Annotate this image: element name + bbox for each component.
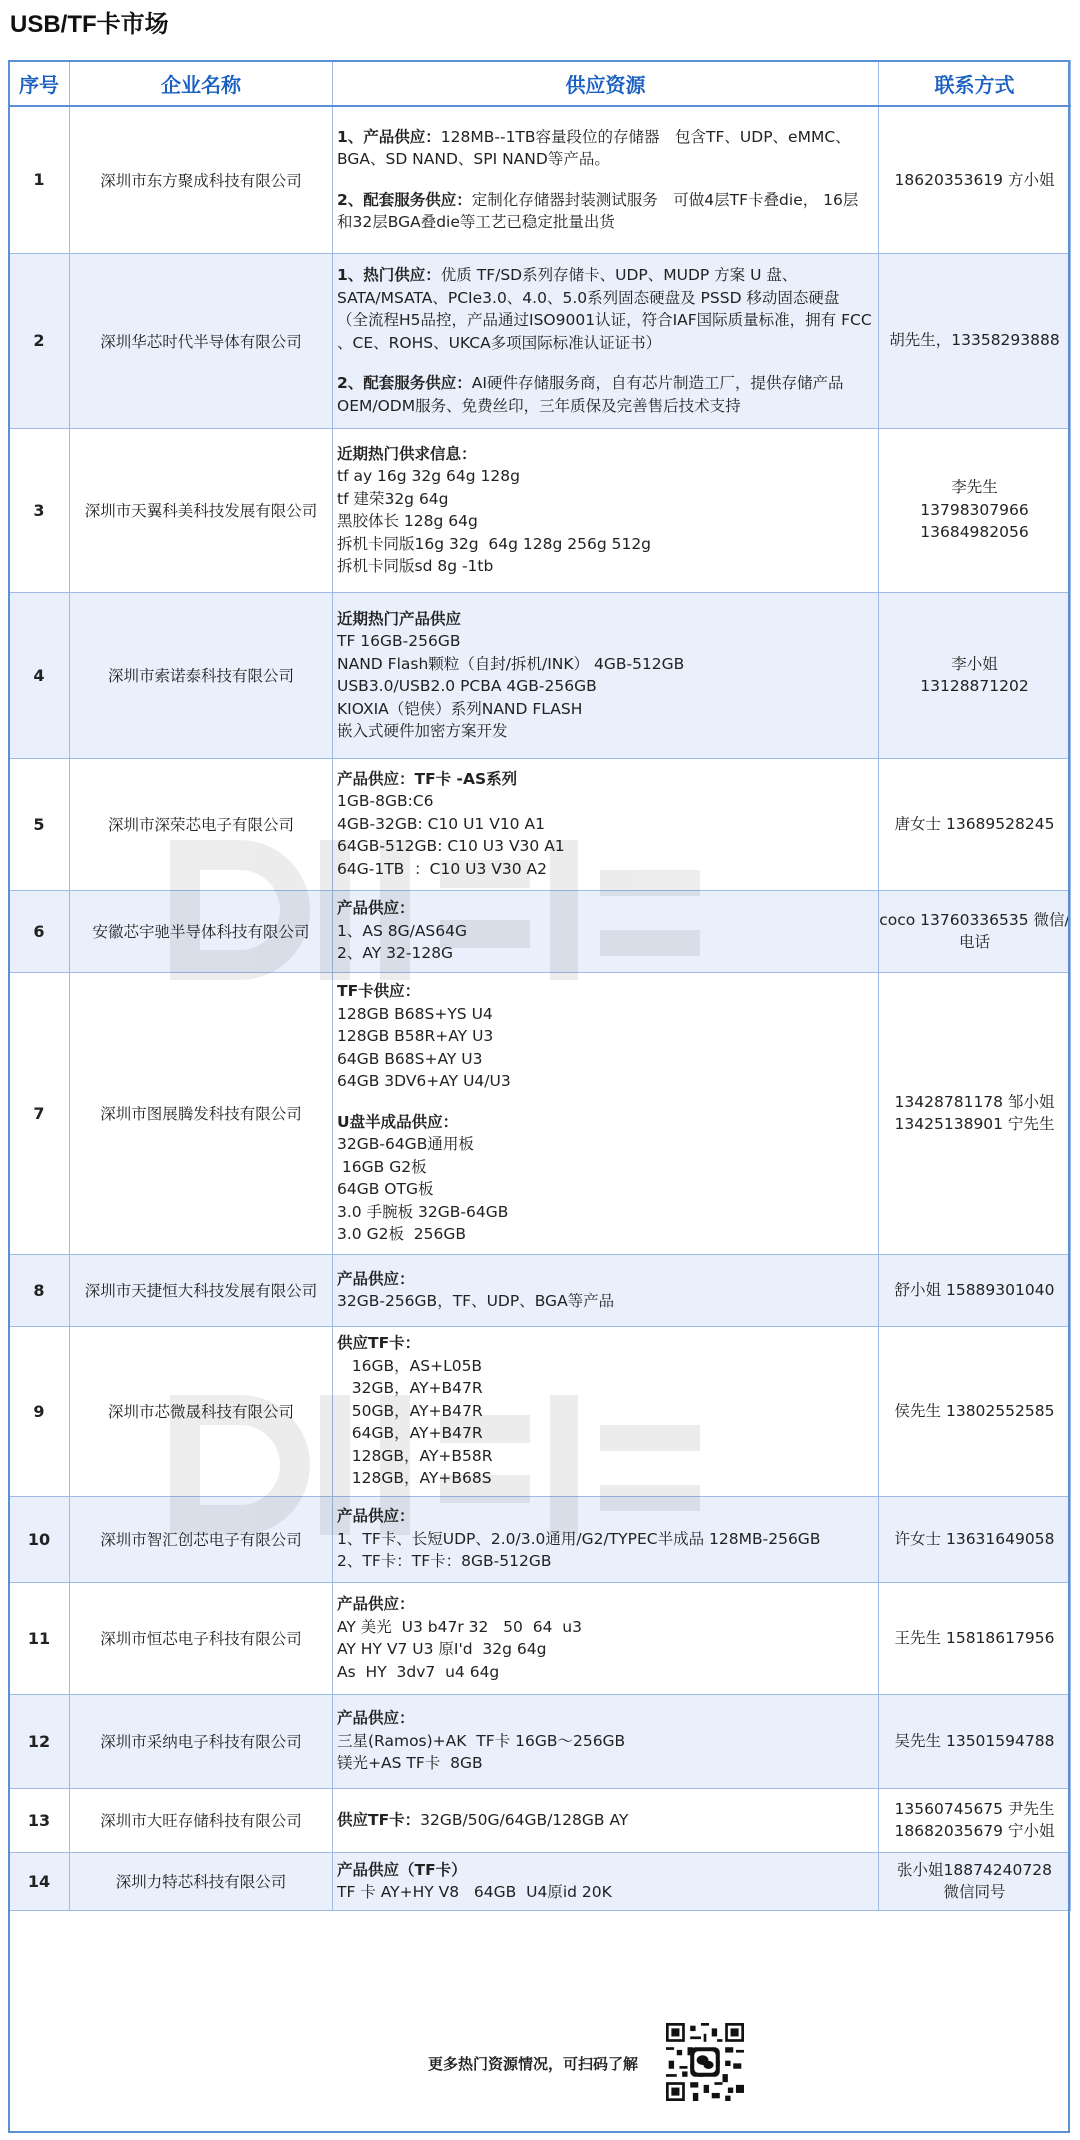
- supply-line: TF 卡 AY+HY V8 64GB U4原id 20K: [337, 1883, 612, 1901]
- contact-line: 微信同号: [943, 1883, 1006, 1901]
- supply-line: 镁光+AS TF卡 8GB: [337, 1754, 483, 1773]
- contact-line: 13560745675 尹先生: [894, 1799, 1055, 1818]
- company-name: 深圳市大旺存储科技有限公司: [70, 1788, 333, 1852]
- supply-line: tf ay 16g 32g 64g 128g: [337, 467, 520, 485]
- footer-text: 更多热门资源情况，可扫码了解: [428, 2055, 639, 2073]
- supply-line: 2、TF卡：TF卡：8GB-512GB: [337, 1552, 552, 1571]
- contact-line: 王先生 15818617956: [894, 1628, 1055, 1647]
- supply-line: 16GB G2板: [337, 1157, 427, 1176]
- company-name: 深圳市智汇创芯电子有限公司: [70, 1496, 333, 1582]
- supply-line: 黑胶体长 128g 64g: [337, 512, 478, 530]
- page-title: USB/TF卡市场: [10, 11, 169, 38]
- supply-line: USB3.0/USB2.0 PCBA 4GB-256GB: [337, 677, 597, 695]
- contact-line: 13128871202: [920, 677, 1029, 695]
- supply-label: 1、产品供应：: [337, 127, 441, 146]
- contact-line: 电话: [958, 933, 990, 951]
- row-number: 4: [9, 592, 70, 758]
- supply-line: tf 建荣32g 64g: [337, 489, 449, 508]
- supply-heading: 产品供应：: [337, 1507, 415, 1526]
- supply-line: 64G-1TB ：C10 U3 V30 A2: [337, 859, 547, 878]
- supply-heading: 近期热门供求信息：: [337, 444, 477, 463]
- supply-line: 64GB-512GB: C10 U3 V30 A1: [337, 837, 565, 856]
- company-name: 深圳市索诺泰科技有限公司: [70, 592, 333, 758]
- company-name: 深圳市采纳电子科技有限公司: [70, 1694, 333, 1788]
- company-name: 安徽芯宇驰半导体科技有限公司: [70, 890, 333, 972]
- supply-text: 32GB/50G/64GB/128GB AY: [420, 1810, 629, 1829]
- supply-line: 32GB，AY+B47R: [337, 1379, 483, 1398]
- supply-line: 嵌入式硬件加密方案开发: [337, 722, 508, 740]
- table-frame: [8, 60, 1070, 2133]
- supply-line: 64GB 3DV6+AY U4/U3: [337, 1072, 511, 1091]
- supply-heading: TF卡供应：: [337, 982, 421, 1001]
- supply-label: 2、配套服务供应：: [337, 190, 472, 209]
- supply-label: 1、热门供应：: [337, 266, 441, 284]
- supply-line: 4GB-32GB: C10 U1 V10 A1: [337, 814, 545, 833]
- supply-line: 1GB-8GB:C6: [337, 792, 434, 811]
- supply-line: 128GB B58R+AY U3: [337, 1027, 494, 1046]
- company-name: 深圳市芯微晟科技有限公司: [70, 1326, 333, 1496]
- supply-line: 1、TF卡、长短UDP、2.0/3.0通用/G2/TYPEC半成品 128MB-256GB: [337, 1529, 821, 1548]
- supply-line: 1、AS 8G/AS64G: [337, 921, 468, 940]
- contact-line: 18620353619 方小姐: [894, 170, 1055, 189]
- row-number: 1: [9, 106, 70, 253]
- supply-text: （全流程H5品控，产品通过ISO9001认证，符合IAF国际质量标准，拥有 FCC: [337, 311, 872, 329]
- company-name: 深圳市东方聚成科技有限公司: [70, 106, 333, 253]
- supply-line: AY 美光 U3 b47r 32 50 64 u3: [337, 1617, 582, 1636]
- row-number: 12: [9, 1694, 70, 1788]
- header-no: 序号: [9, 61, 70, 107]
- row-number: 13: [9, 1788, 70, 1852]
- supply-text: 、CE、ROHS、UKCA多项国际标准认证证书）: [337, 333, 662, 352]
- supply-text: 128MB--1TB容量段位的存储器 包含TF、UDP、eMMC、: [440, 127, 851, 146]
- contact-line: 18682035679 宁小姐: [894, 1822, 1055, 1840]
- supply-label: 2、配套服务供应：: [337, 374, 472, 392]
- company-name: 深圳力特芯科技有限公司: [70, 1852, 333, 1910]
- contact-line: 13684982056: [920, 523, 1029, 542]
- row-number: 11: [9, 1582, 70, 1694]
- supply-line: 三星(Ramos)+AK TF卡 16GB～256GB: [337, 1731, 626, 1750]
- supply-heading: 产品供应：: [337, 1269, 415, 1288]
- supply-heading: 供应TF卡：: [337, 1334, 421, 1353]
- supply-line: 50GB，AY+B47R: [337, 1401, 483, 1420]
- contact-line: coco 13760336535 微信/: [879, 910, 1070, 929]
- qr-code-icon[interactable]: [666, 2023, 744, 2101]
- supply-heading: 近期热门产品供应: [337, 609, 462, 628]
- supply-line: 32GB-64GB通用板: [337, 1135, 474, 1154]
- header-company: 企业名称: [70, 61, 333, 107]
- supply-line: 64GB OTG板: [337, 1180, 434, 1199]
- supply-line: TF 16GB-256GB: [337, 632, 461, 650]
- company-name: 深圳市恒芯电子科技有限公司: [70, 1582, 333, 1694]
- contact-line: 李小姐: [951, 654, 998, 673]
- row-number: 14: [9, 1852, 70, 1910]
- supply-line: 128GB，AY+B68S: [337, 1469, 492, 1488]
- supply-heading: 产品供应：TF卡 -AS系列: [337, 769, 518, 788]
- supply-heading: U盘半成品供应：: [337, 1112, 459, 1131]
- supply-line: 128GB B68S+YS U4: [337, 1004, 493, 1023]
- supply-text: OEM/ODM服务、免费丝印，三年质保及完善售后技术支持: [337, 396, 741, 415]
- supply-label: 供应TF卡：: [337, 1810, 421, 1829]
- contact-line: 李先生: [951, 478, 998, 497]
- supply-line: 32GB-256GB，TF、UDP、BGA等产品: [337, 1292, 615, 1310]
- company-name: 深圳市深荣芯电子有限公司: [70, 758, 333, 890]
- contact-line: 13425138901 宁先生: [894, 1115, 1055, 1133]
- supply-line: 3.0 G2板 256GB: [337, 1225, 467, 1244]
- supply-text: AI硬件存储服务商，自有芯片制造工厂，提供存储产品: [471, 374, 844, 392]
- supply-line: 拆机卡同版16g 32g 64g 128g 256g 512g: [337, 534, 652, 553]
- row-number: 9: [9, 1326, 70, 1496]
- supply-line: AY HY V7 U3 原I'd 32g 64g: [337, 1640, 547, 1658]
- supply-line: 拆机卡同版sd 8g -1tb: [337, 557, 494, 575]
- supply-line: 16GB，AS+L05B: [337, 1356, 483, 1375]
- row-number: 8: [9, 1254, 70, 1326]
- supply-heading: 产品供应（TF卡）: [337, 1860, 467, 1879]
- header-supply: 供应资源: [333, 61, 879, 107]
- supply-line: 3.0 手腕板 32GB-64GB: [337, 1202, 509, 1221]
- company-name: 深圳华芯时代半导体有限公司: [70, 253, 333, 428]
- supply-line: 2、AY 32-128G: [337, 944, 454, 963]
- contact-line: 胡先生，13358293888: [889, 331, 1060, 350]
- supply-line: 64GB，AY+B47R: [337, 1424, 483, 1443]
- contact-line: 13428781178 邹小姐: [894, 1092, 1055, 1111]
- company-name: 深圳市天捷恒大科技发展有限公司: [70, 1254, 333, 1326]
- supply-text: 和32层BGA叠die等工艺已稳定批量出货: [337, 213, 615, 232]
- supply-line: NAND Flash颗粒（自封/拆机/INK） 4GB-512GB: [337, 654, 685, 673]
- supply-line: As HY 3dv7 u4 64g: [337, 1662, 500, 1681]
- supply-line: 128GB，AY+B58R: [337, 1446, 493, 1465]
- footer: [10, 2013, 1068, 2131]
- supply-text: BGA、SD NAND、SPI NAND等产品。: [337, 150, 610, 169]
- contact-line: 唐女士 13689528245: [894, 814, 1055, 833]
- company-name: 深圳市天翼科美科技发展有限公司: [70, 428, 333, 592]
- header-contact: 联系方式: [879, 61, 1071, 107]
- contact-line: 张小姐18874240728: [897, 1860, 1052, 1879]
- supply-heading: 产品供应：: [337, 899, 415, 918]
- row-number: 5: [9, 758, 70, 890]
- row-number: 10: [9, 1496, 70, 1582]
- supply-heading: 产品供应：: [337, 1709, 415, 1728]
- row-number: 6: [9, 890, 70, 972]
- contact-line: 吴先生 13501594788: [894, 1731, 1055, 1750]
- company-name: 深圳市图展腾发科技有限公司: [70, 972, 333, 1254]
- supply-line: 64GB B68S+AY U3: [337, 1049, 483, 1068]
- contact-line: 许女士 13631649058: [894, 1529, 1055, 1548]
- row-number: 2: [9, 253, 70, 428]
- supply-text: SATA/MSATA、PCIe3.0、4.0、5.0系列固态硬盘及 PSSD 移动固态硬盘: [337, 288, 840, 307]
- row-number: 3: [9, 428, 70, 592]
- supply-text: 优质 TF/SD系列存储卡、UDP、MUDP 方案 U 盘、: [440, 266, 798, 284]
- contact-line: 13798307966: [920, 500, 1029, 519]
- supply-heading: 产品供应：: [337, 1595, 415, 1613]
- contact-line: 侯先生 13802552585: [894, 1401, 1055, 1420]
- supply-text: 定制化存储器封装测试服务 可做4层TF卡叠die， 16层: [471, 190, 859, 209]
- supply-line: KIOXIA（铠侠）系列NAND FLASH: [337, 699, 583, 718]
- row-number: 7: [9, 972, 70, 1254]
- contact-line: 舒小姐 15889301040: [894, 1280, 1055, 1299]
